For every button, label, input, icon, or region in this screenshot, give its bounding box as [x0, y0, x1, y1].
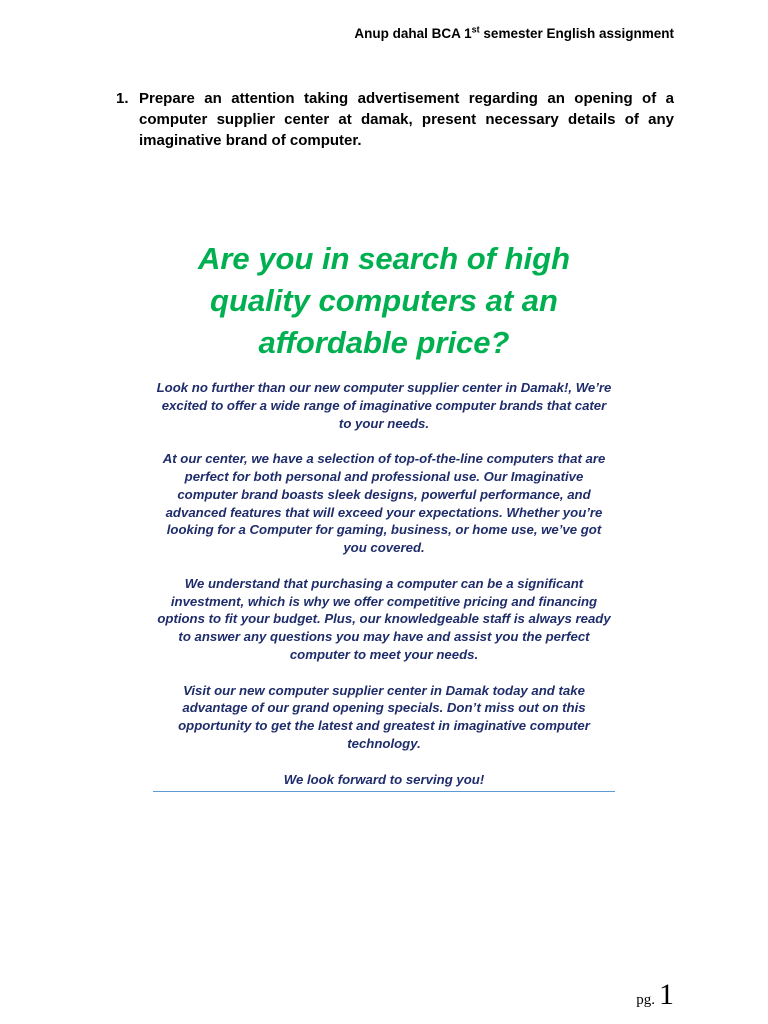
page-label: pg.: [636, 992, 655, 1008]
ad-body: [154, 379, 614, 788]
page-number-value: 1: [659, 978, 674, 1011]
question-text: Prepare an attention taking advertisement regarding an opening of a computer supplier center at damak, present necessary details of any imaginative brand of computer.: [139, 90, 674, 149]
document-header: [354, 26, 674, 41]
ad-paragraph-products: At our center, we have a selection of top-of-the-line computers that are perfect for both personal and professional use. Our Imaginative computer brand boasts sleek designs, powerful performance, and advanced features that will exceed your expectations. Whether you’re looking for a Computer for gaming, business, or home use, we’ve got you covered.: [162, 451, 606, 556]
ad-paragraph-closing: We look forward to serving you!: [283, 771, 485, 787]
header-text-prefix: Anup dahal BCA 1: [354, 26, 472, 41]
header-text-suffix: semester English assignment: [479, 26, 674, 41]
ad-paragraph-pricing: We understand that purchasing a computer can be a significant investment, which is why we offer competitive pricing and financing options to fit your budget. Plus, our knowledgeable staff is always ready to answer any questions you may have and assist you the perfect computer to meet your needs.: [157, 575, 611, 662]
assignment-question: [116, 88, 674, 151]
header-superscript: st: [471, 24, 480, 35]
ad-paragraph-intro: Look no further than our new computer supplier center in Damak!, We’re excited to offer a wide range of imaginative computer brands that cater to your needs.: [156, 380, 612, 431]
ad-headline: Are you in search of high quality computers at an affordable price?: [197, 241, 571, 360]
page-number: [636, 978, 674, 1012]
ad-paragraph-visit: Visit our new computer supplier center in Damak today and take advantage of our grand opening specials. Don’t miss out on this opportunity to get the latest and greatest in imaginative computer technology.: [178, 682, 590, 751]
divider-line: [153, 791, 615, 792]
question-number: 1.: [116, 90, 129, 107]
